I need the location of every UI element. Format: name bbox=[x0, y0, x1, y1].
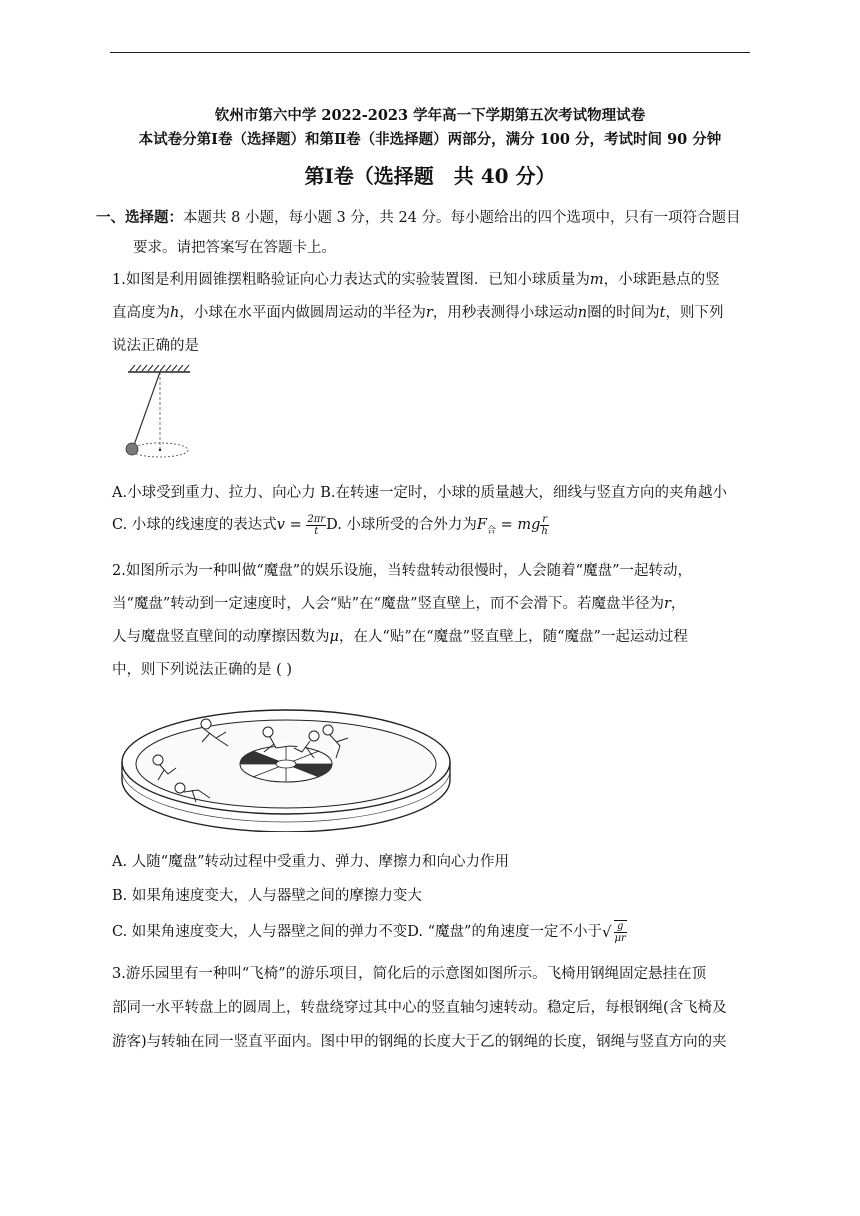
q1-options-cd bbox=[112, 513, 549, 537]
q3-line3: 游客)与转轴在同一竖直平面内。图中甲的钢绳的长度大于乙的钢绳的长度，钢绳与竖直方向的夹 bbox=[112, 1034, 727, 1050]
magic-disk-figure bbox=[118, 702, 454, 832]
section-intro-line2: 要求。请把答案写在答题卡上。 bbox=[133, 240, 336, 256]
q2-options-cd bbox=[112, 920, 627, 944]
q1-text-b: ，小球距悬点的竖 bbox=[603, 272, 720, 288]
q2-optionA: A. 人随“魔盘”转动过程中受重力、弹力、摩擦力和向心力作用 bbox=[112, 854, 510, 870]
q2-text-a: 当“魔盘”转动到一定速度时，人会“贴”在“魔盘”竖直壁上，而不会滑下。若魔盘半径为 bbox=[112, 596, 664, 612]
section-head: 一、选择题： bbox=[96, 209, 183, 226]
q1-optD-mg: mg bbox=[517, 517, 541, 533]
q1-line2 bbox=[112, 301, 723, 322]
q1-optC-num: 2πr bbox=[307, 513, 326, 525]
q2-var-mu: μ bbox=[329, 629, 339, 645]
q2-optD-num: g bbox=[614, 921, 627, 933]
q1-var-m: m bbox=[589, 272, 604, 288]
q1-optC-var: v bbox=[276, 517, 285, 533]
q1-optD-fraction bbox=[540, 514, 548, 537]
q2-optionB: B. 如果角速度变大，人与器壁之间的摩擦力变大 bbox=[112, 888, 422, 904]
q2-line1: 2.如图所示为一种叫做“魔盘”的娱乐设施，当转盘转动很慢时，人会随着“魔盘”一起转动， bbox=[112, 563, 692, 579]
q1-text-f: 圈的时间为 bbox=[587, 305, 660, 321]
q2-optD-sqrt bbox=[614, 920, 627, 944]
q2-optD-fraction bbox=[614, 921, 627, 944]
q2-optD-text: D. “魔盘”的角速度一定不小于 bbox=[407, 924, 602, 940]
q1-text-g: ，则下列 bbox=[665, 305, 724, 321]
q3-line2: 部同一水平转盘上的圆周上，转盘绕穿过其中心的竖直轴匀速转动。稳定后，每根钢绳(含飞椅及 bbox=[112, 1000, 727, 1016]
header-rule bbox=[110, 52, 750, 53]
q1-line3: 说法正确的是 bbox=[112, 338, 199, 354]
q1-optC-fraction bbox=[306, 514, 326, 537]
q2-line2 bbox=[112, 592, 685, 613]
q1-text-e: ，用秒表测得小球运动 bbox=[432, 305, 578, 321]
q1-optD-text: D. 小球所受的合外力为 bbox=[326, 517, 477, 533]
q1-optD-den: h bbox=[541, 525, 548, 537]
q1-optC-den: t bbox=[314, 525, 319, 537]
q1-var-t: t bbox=[659, 305, 666, 321]
q1-options-ab: A.小球受到重力、拉力、向心力 B.在转速一定时，小球的质量越大，细线与竖直方向的夹角越小 bbox=[112, 485, 727, 501]
q2-line3 bbox=[112, 625, 688, 646]
section-text-1: 本题共 8 小题，每小题 3 分，共 24 分。每小题给出的四个选项中，只有一项符合题目 bbox=[183, 210, 741, 226]
q2-optC-text: C. 如果角速度变大，人与器壁之间的弹力不变 bbox=[112, 924, 408, 940]
q1-optD-var: F bbox=[476, 517, 487, 533]
q1-optD-num: r bbox=[542, 513, 548, 525]
q1-var-h: h bbox=[170, 305, 180, 321]
conical-pendulum-figure bbox=[118, 362, 198, 462]
q2-sqrt-sign: √ bbox=[601, 923, 612, 941]
q1-line1 bbox=[112, 268, 720, 289]
q1-text-d: ，小球在水平面内做圆周运动的半径为 bbox=[179, 305, 426, 321]
q1-optD-eq: = bbox=[496, 517, 518, 533]
q2-text-d: ，在人“贴”在“魔盘”竖直壁上，随“魔盘”一起运动过程 bbox=[338, 629, 688, 645]
q2-var-r: r bbox=[663, 596, 671, 612]
q1-text-a: 1.如图是利用圆锥摆粗略验证向心力表达式的实验装置图．已知小球质量为 bbox=[112, 272, 590, 288]
q1-text-c: 直高度为 bbox=[112, 305, 170, 321]
exam-subtitle: 本试卷分第Ⅰ卷（选择题）和第Ⅱ卷（非选择题）两部分，满分 100 分，考试时间 90 分钟 bbox=[138, 131, 722, 148]
q1-optC-eq: = bbox=[285, 517, 307, 533]
q2-optD-den: μr bbox=[614, 933, 626, 944]
section-intro-line1 bbox=[96, 206, 741, 227]
q1-optD-sub: 合 bbox=[486, 525, 496, 536]
q3-line1: 3.游乐园里有一种叫“飞椅”的游乐项目，简化后的示意图如图所示。飞椅用钢绳固定悬挂在顶 bbox=[112, 966, 707, 982]
q2-text-c: 人与魔盘竖直壁间的动摩擦因数为 bbox=[112, 629, 330, 645]
exam-title: 钦州市第六中学 2022-2023 学年高一下学期第五次考试物理试卷 bbox=[214, 107, 646, 124]
q2-text-b: ， bbox=[670, 596, 686, 612]
part-title: 第Ⅰ卷（选择题 共 40 分） bbox=[304, 164, 556, 188]
q1-var-n: n bbox=[577, 305, 588, 321]
q1-optC-text: C. 小球的线速度的表达式 bbox=[112, 517, 277, 533]
q1-var-r: r bbox=[425, 305, 433, 321]
q2-line4: 中，则下列说法正确的是 ( ) bbox=[112, 662, 293, 678]
